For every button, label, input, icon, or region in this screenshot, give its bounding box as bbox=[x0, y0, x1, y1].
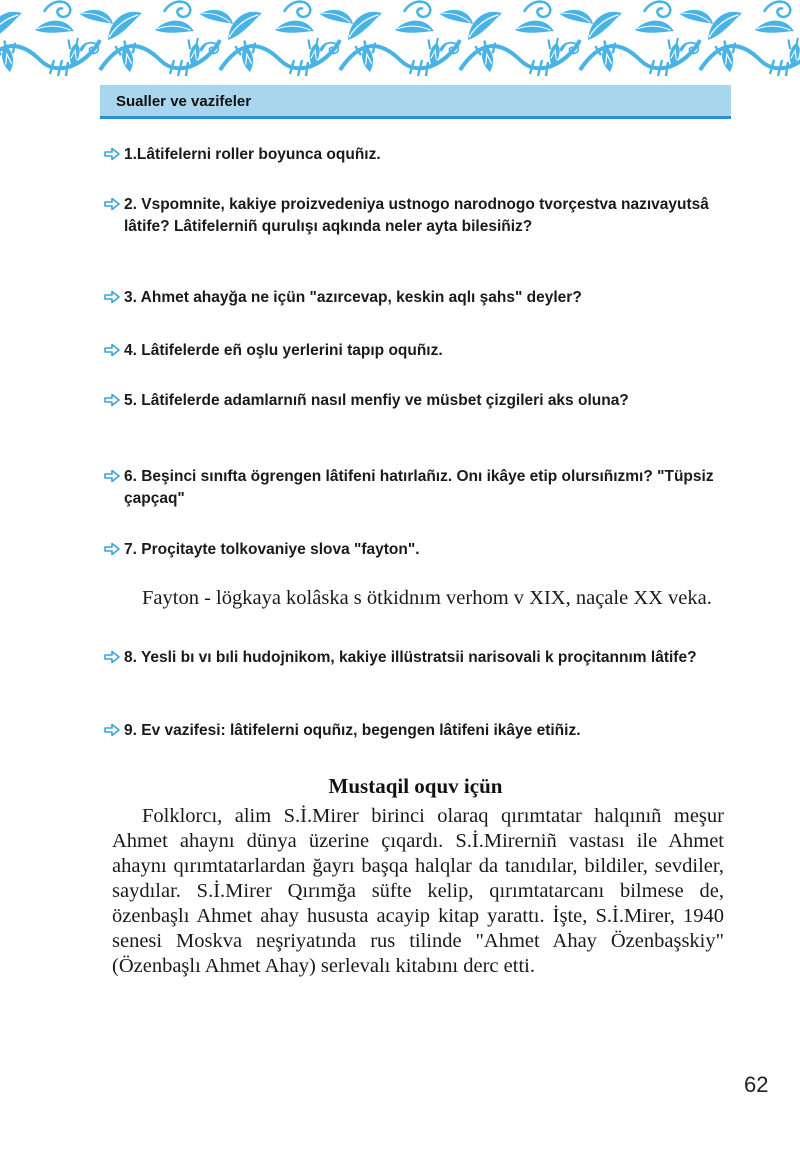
task-item bbox=[104, 340, 734, 362]
arrow-right-icon bbox=[104, 147, 120, 161]
task-item bbox=[104, 390, 734, 412]
arrow-right-icon bbox=[104, 469, 120, 483]
task-item bbox=[104, 466, 734, 510]
arrow-right-icon bbox=[104, 290, 120, 304]
arrow-right-icon bbox=[104, 197, 120, 211]
arrow-right-icon bbox=[104, 723, 120, 737]
arrow-right-icon bbox=[104, 343, 120, 357]
task-text: 9. Ev vazifesi: lâtifelerni oquñız, begengen lâtifeni ikâye etiñiz. bbox=[124, 722, 581, 739]
task-text: 5. Lâtifelerde adamlarnıñ nasıl menfiy ve müsbet çizgileri aks oluna? bbox=[124, 392, 629, 409]
task-item bbox=[104, 720, 734, 742]
fayton-definition: Fayton - lögkaya kolâska s ötkidnım verhom v XIX, naçale XX veka. bbox=[142, 587, 712, 609]
independent-reading-title: Mustaqil oquv içün bbox=[328, 774, 503, 798]
section-header bbox=[100, 85, 731, 119]
page-number: 62 bbox=[744, 1072, 769, 1097]
floral-border-ornament bbox=[0, 0, 800, 80]
task-item bbox=[104, 144, 734, 166]
task-item bbox=[104, 194, 734, 238]
task-item bbox=[104, 287, 734, 309]
task-text: 8. Yesli bı vı bıli hudojnikom, kakiye illüstratsii narisovali k proçitannım lâtife? bbox=[124, 649, 697, 666]
task-text: 1.Lâtifelerni roller boyunca oquñız. bbox=[124, 146, 381, 163]
independent-reading-text: Folklorcı, alim S.İ.Mirer birinci olaraq qırımtatar halqınıñ meşur Ahmet ahaynı dünya üzerine çıqardı. S.İ.Mirerniñ vastası ile Ahmet ahaynı qırımtatarlardan ğayrı başqa halqlar da tanıdılar, bildiler, sevdiler, saydılar. S.İ.Mirer Qırımğa süfte kelip, qırımtatarcanı bilmese de, özenbaşlı Ahmet ahay hususta acayip kitap yarattı. İşte, S.İ.Mirer, 1940 senesi Moskva neşriyatında rus tilinde "Ahmet Ahay Özenbaşskiy" (Özenbaşlı Ahmet Ahay) serlevalı kitabını derc etti. bbox=[112, 805, 724, 977]
task-item bbox=[104, 647, 734, 669]
task-text: 3. Ahmet ahayğa ne içün "azırcevap, keskin aqlı şahs" deyler? bbox=[124, 289, 582, 306]
task-text: 7. Proçitayte tolkovaniye slova "fayton". bbox=[124, 541, 420, 558]
arrow-right-icon bbox=[104, 542, 120, 556]
task-text: 4. Lâtifelerde eñ oşlu yerlerini tapıp oquñız. bbox=[124, 342, 443, 359]
section-title: Sualler ve vazifeler bbox=[116, 93, 252, 110]
task-text: 6. Beşinci sınıfta ögrengen lâtifeni hatırlañız. Onı ikâye etip olursıñızmı? "Tüpsiz çapçaq" bbox=[124, 468, 714, 507]
task-text: 2. Vspomnite, kakiye proizvedeniya ustnogo narodnogo tvorçestva nazıvayutsâ lâtife? Lâtifelerniñ qurulışı aqkında neler ayta bilesiñiz? bbox=[124, 196, 709, 235]
task-item bbox=[104, 539, 734, 561]
arrow-right-icon bbox=[104, 393, 120, 407]
arrow-right-icon bbox=[104, 650, 120, 664]
